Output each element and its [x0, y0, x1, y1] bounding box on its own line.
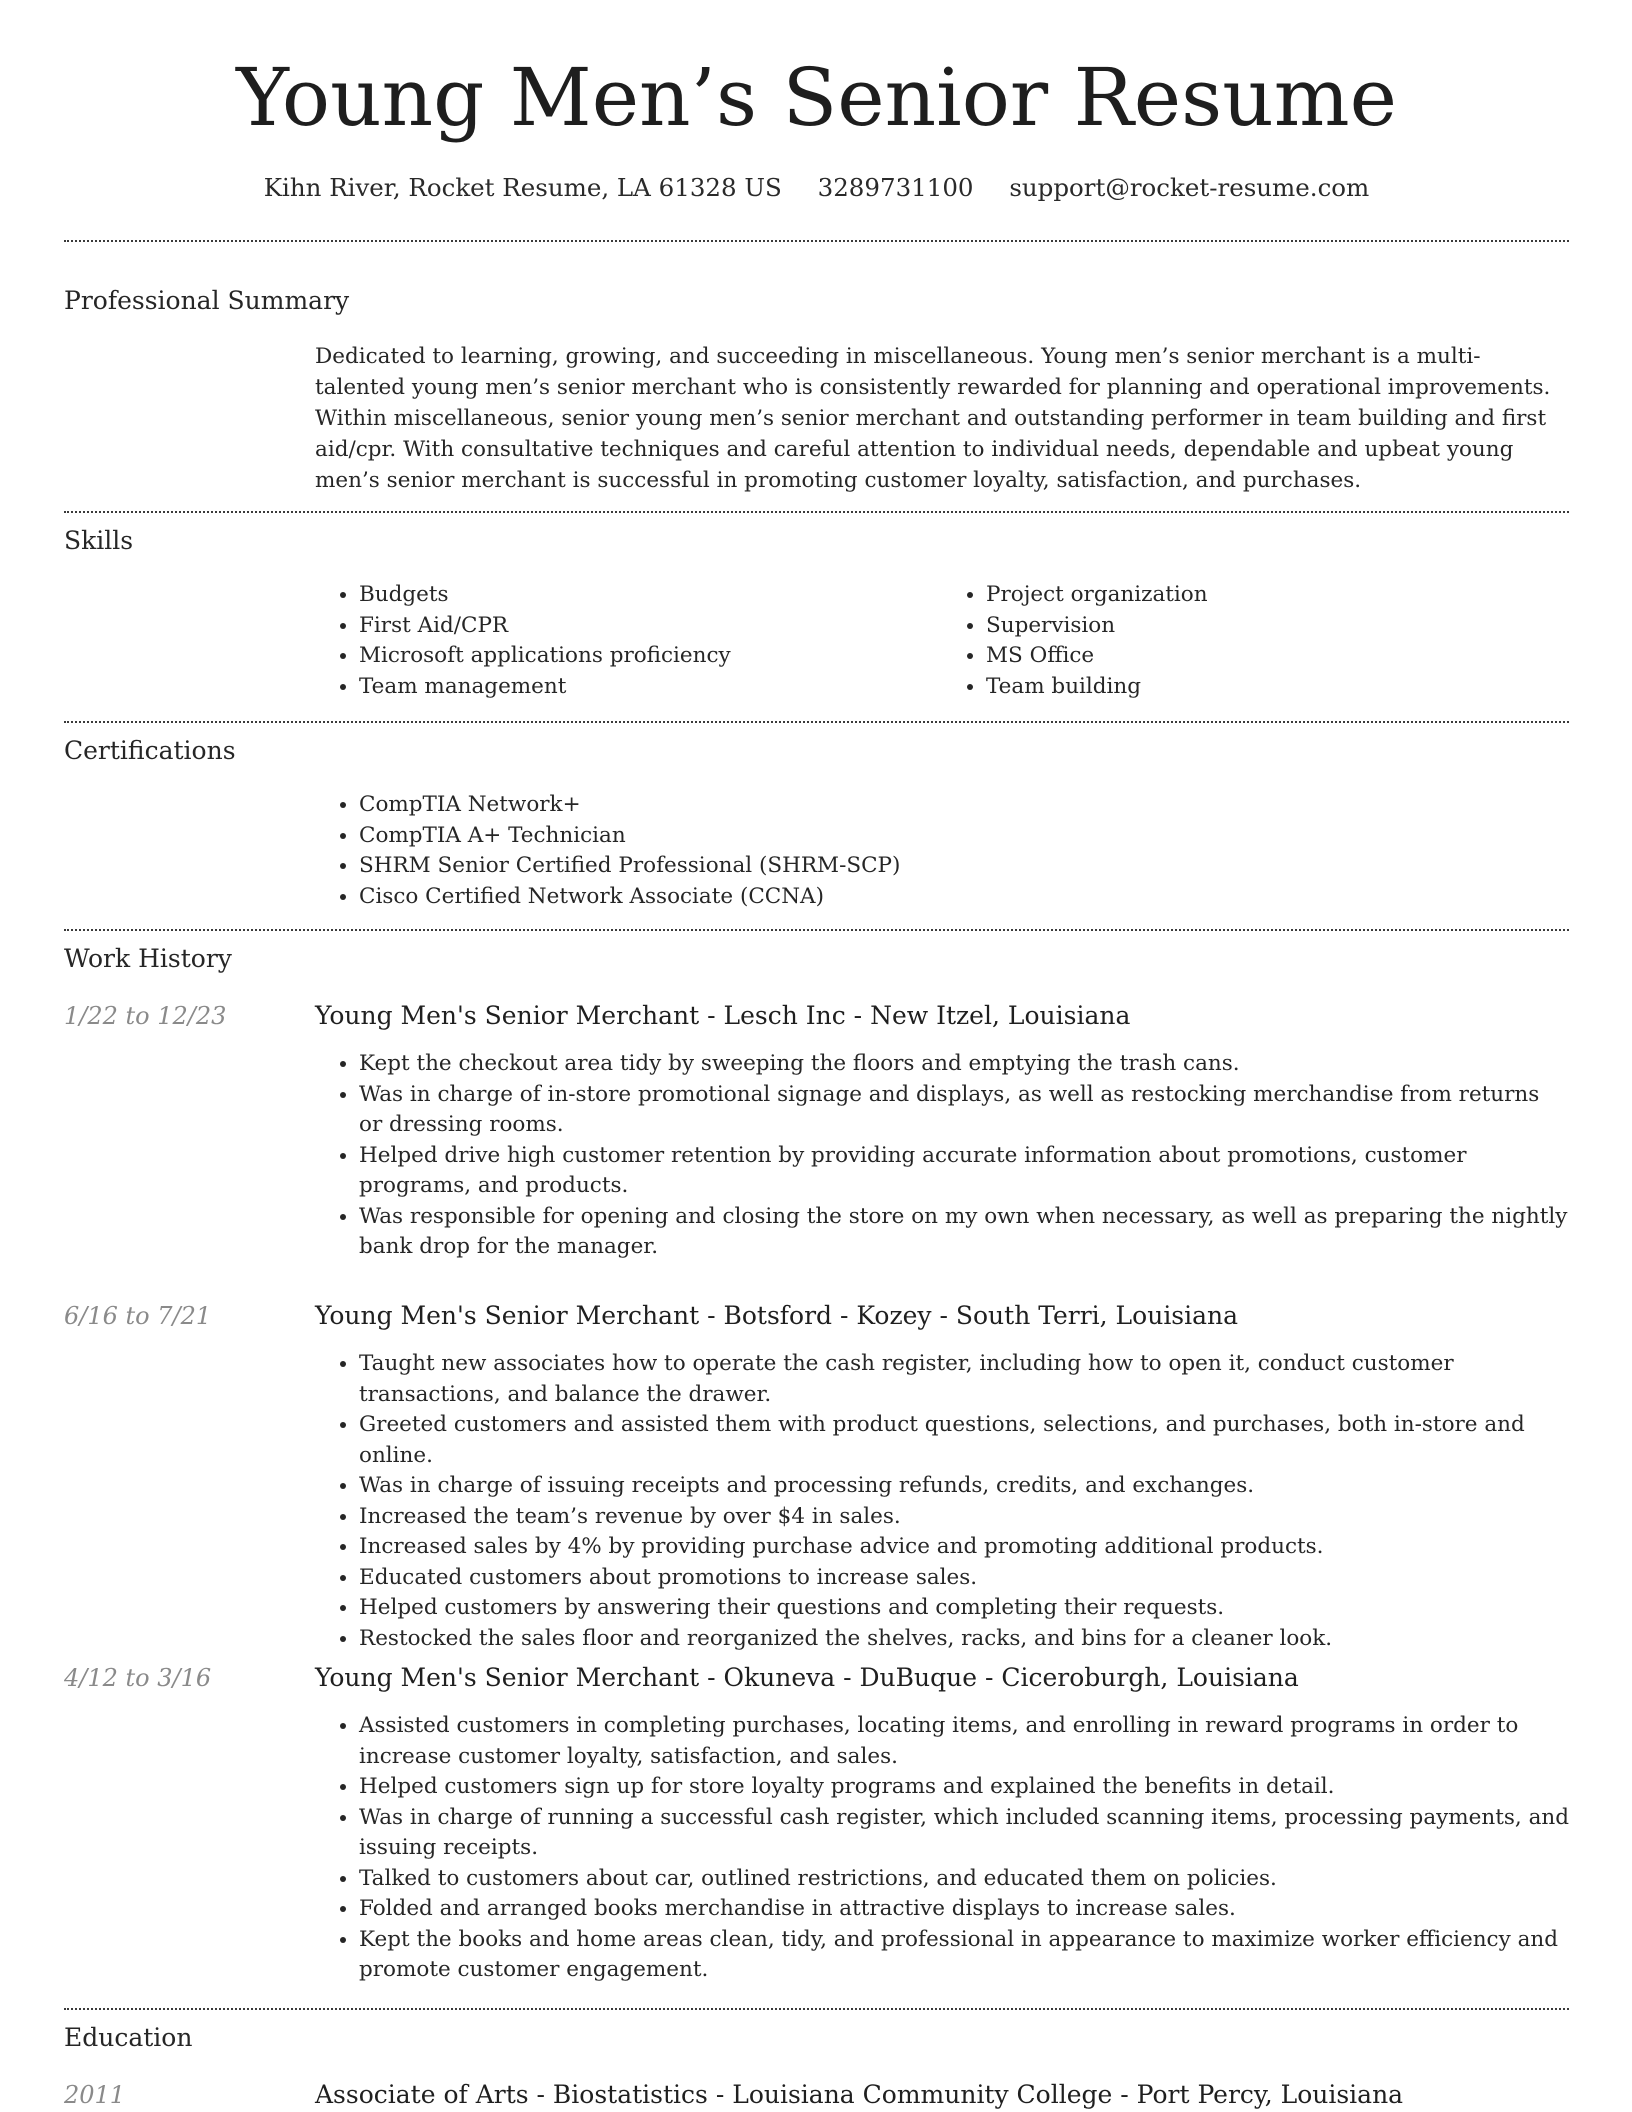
certification-item: • CompTIA A+ Technician	[359, 821, 1569, 852]
divider	[64, 2008, 1569, 2010]
job-bullets	[315, 1049, 1569, 1263]
education-year: 2011	[64, 2081, 126, 2109]
job-heading: Young Men's Senior Merchant - Botsford - Kozey - South Terri, Louisiana	[315, 1301, 1239, 1330]
section-title-skills: Skills	[64, 526, 134, 555]
contact-phone: 3289731100	[817, 173, 974, 202]
skills-column-right	[942, 580, 1569, 702]
job-bullet: • Was responsible for opening and closing the store on my own when necessary, as well as preparing the nightly bank drop for the manager.	[359, 1202, 1569, 1263]
job-bullets	[315, 1711, 1569, 1986]
job-bullet: • Greeted customers and assisted them with product questions, selections, and purchases, both in-store and online.	[359, 1410, 1569, 1471]
job-bullet: • Assisted customers in completing purchases, locating items, and enrolling in reward programs in order to increase customer loyalty, satisfaction, and sales.	[359, 1711, 1569, 1772]
skill-item: • Microsoft applications proficiency	[359, 641, 942, 672]
job-bullet: • Helped customers sign up for store loyalty programs and explained the benefits in detail.	[359, 1772, 1569, 1803]
section-title-work-history: Work History	[64, 944, 232, 973]
skill-item: • First Aid/CPR	[359, 611, 942, 642]
skill-item: • Project organization	[986, 580, 1569, 611]
divider	[64, 240, 1569, 242]
skill-item: • Team building	[986, 672, 1569, 703]
job-heading: Young Men's Senior Merchant - Okuneva - DuBuque - Ciceroburgh, Louisiana	[315, 1663, 1299, 1692]
job-bullet: • Kept the books and home areas clean, tidy, and professional in appearance to maximize worker efficiency and promote customer engagement.	[359, 1925, 1569, 1986]
divider	[64, 929, 1569, 931]
summary-text: Dedicated to learning, growing, and succeeding in miscellaneous. Young men’s senior merchant is a multi-talented young men’s senior merchant who is consistently rewarded for planning and operational improvements. Within miscellaneous, senior young men’s senior merchant and outstanding performer in team building and first aid/cpr. With consultative techniques and careful attention to individual needs, dependable and upbeat young men’s senior merchant is successful in promoting customer loyalty, satisfaction, and purchases.	[315, 344, 1551, 493]
job-bullets	[315, 1349, 1569, 1654]
resume-title: Young Men’s Senior Resume	[236, 51, 1397, 144]
contact-email: support@rocket-resume.com	[1009, 173, 1370, 202]
job-dates: 1/22 to 12/23	[64, 1002, 227, 1030]
job-dates: 4/12 to 3/16	[64, 1664, 212, 1692]
certification-item: • Cisco Certified Network Associate (CCNA)	[359, 882, 1569, 913]
job-bullet: • Talked to customers about car, outlined restrictions, and educated them on policies.	[359, 1864, 1569, 1895]
job-bullet: • Helped drive high customer retention by providing accurate information about promotions, customer programs, and products.	[359, 1141, 1569, 1202]
job-bullet: • Educated customers about promotions to increase sales.	[359, 1563, 1569, 1594]
summary-body	[315, 341, 1569, 496]
section-title-education: Education	[64, 2023, 193, 2052]
education-heading: Associate of Arts - Biostatistics - Louisiana Community College - Port Percy, Louisiana	[315, 2080, 1404, 2109]
certification-item: • SHRM Senior Certified Professional (SHRM-SCP)	[359, 851, 1569, 882]
job-bullet: • Was in charge of in-store promotional signage and displays, as well as restocking merchandise from returns or dressing rooms.	[359, 1080, 1569, 1141]
divider	[64, 511, 1569, 513]
job-bullet: • Was in charge of issuing receipts and processing refunds, credits, and exchanges.	[359, 1471, 1569, 1502]
job-heading: Young Men's Senior Merchant - Lesch Inc - New Itzel, Louisiana	[315, 1001, 1131, 1030]
divider	[64, 721, 1569, 723]
job-bullet: • Folded and arranged books merchandise in attractive displays to increase sales.	[359, 1894, 1569, 1925]
section-title-summary: Professional Summary	[64, 286, 350, 315]
contact-address: Kihn River, Rocket Resume, LA 61328 US	[263, 173, 782, 202]
certifications-list	[315, 790, 1569, 912]
skill-item: • MS Office	[986, 641, 1569, 672]
job-bullet: • Increased sales by 4% by providing purchase advice and promoting additional products.	[359, 1532, 1569, 1563]
contact-line	[64, 170, 1569, 206]
certification-item: • CompTIA Network+	[359, 790, 1569, 821]
job-bullet: • Helped customers by answering their questions and completing their requests.	[359, 1593, 1569, 1624]
job-bullet: • Increased the team’s revenue by over $4 in sales.	[359, 1502, 1569, 1533]
job-bullet: • Kept the checkout area tidy by sweeping the floors and emptying the trash cans.	[359, 1049, 1569, 1080]
job-bullet: • Taught new associates how to operate the cash register, including how to open it, conduct customer transactions, and balance the drawer.	[359, 1349, 1569, 1410]
job-bullet: • Restocked the sales floor and reorganized the shelves, racks, and bins for a cleaner look.	[359, 1624, 1569, 1655]
skill-item: • Team management	[359, 672, 942, 703]
skill-item: • Budgets	[359, 580, 942, 611]
job-bullet: • Was in charge of running a successful cash register, which included scanning items, processing payments, and issuing receipts.	[359, 1803, 1569, 1864]
skills-column-left	[315, 580, 942, 702]
job-dates: 6/16 to 7/21	[64, 1302, 212, 1330]
section-title-certifications: Certifications	[64, 736, 236, 765]
skill-item: • Supervision	[986, 611, 1569, 642]
skills-list	[315, 580, 1569, 702]
